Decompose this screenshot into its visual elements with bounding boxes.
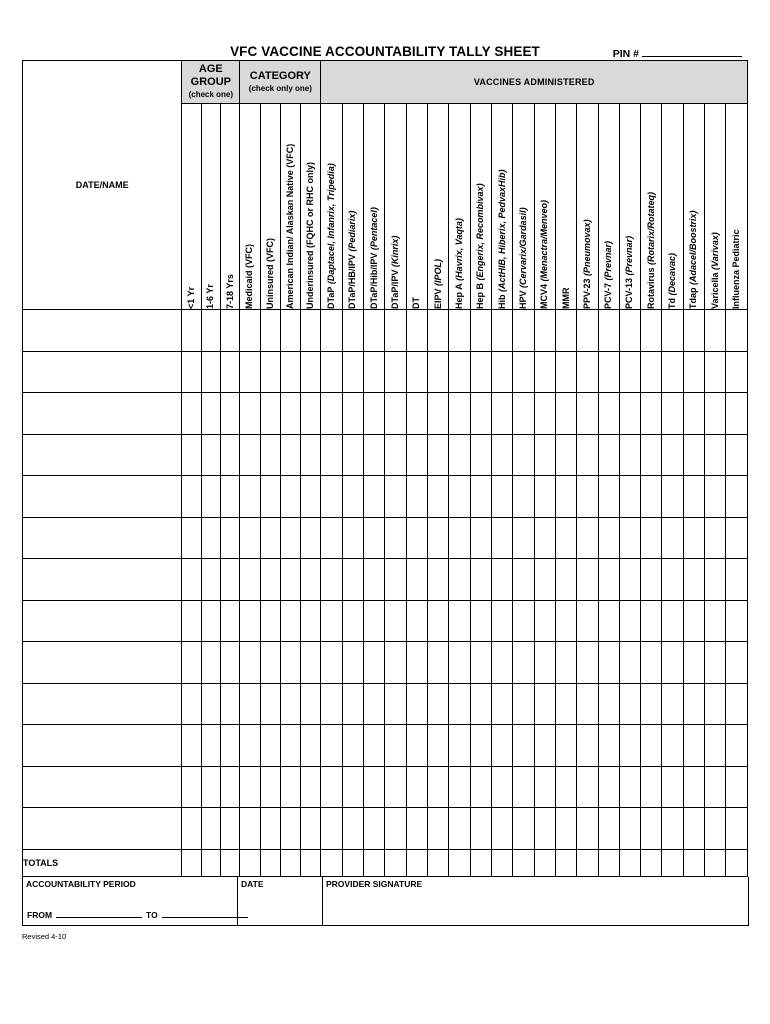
pin-label: PIN # — [612, 48, 639, 60]
col-vaccine-ppv-23: PPV-23 (Pneumovax) — [577, 104, 598, 310]
age-group-title: AGE GROUP — [190, 63, 231, 88]
col-vaccine-dtap-ipv: DTaP/IPV (Kinrix) — [385, 104, 406, 310]
provider-signature-label: PROVIDER SIGNATURE — [326, 878, 423, 889]
provider-signature-field[interactable] — [323, 877, 749, 926]
col-vaccine-mcv4: MCV4 (Menactra/Menveo) — [534, 104, 555, 310]
from-input-line[interactable] — [56, 908, 142, 918]
from-label: FROM — [27, 909, 53, 920]
col-vaccine-hib: Hib (ActHIB, Hiberix, PedvaxHib) — [491, 104, 512, 310]
col-vaccine-pcv-7: PCV-7 (Prevnar) — [598, 104, 619, 310]
cell-date-name[interactable] — [23, 351, 182, 393]
header-vaccines-administered: VACCINES ADMINISTERED — [321, 61, 748, 104]
page-title: VFC VACCINE ACCOUNTABILITY TALLY SHEET — [230, 44, 540, 59]
table-row[interactable] — [23, 559, 748, 601]
col-vaccine-hpv: HPV (Cervarix/Gardasil) — [513, 104, 534, 310]
category-subtitle: (check only one) — [248, 83, 312, 93]
table-row[interactable] — [23, 600, 748, 642]
accountability-period-label: ACCOUNTABILITY PERIOD — [26, 878, 136, 889]
table-row[interactable] — [23, 351, 748, 393]
table-row[interactable] — [23, 766, 748, 808]
col-vaccine-hep-b: Hep B (Engerix, Recombivax) — [470, 104, 491, 310]
col-vaccine-eipv: EIPV (IPOL) — [428, 104, 449, 310]
table-row[interactable] — [23, 393, 748, 435]
table-header-band — [23, 61, 748, 104]
table-row[interactable] — [23, 476, 748, 518]
pin-field[interactable] — [613, 46, 742, 60]
category-title: CATEGORY — [249, 69, 311, 82]
tally-table — [22, 60, 748, 877]
col-vaccine-hep-a: Hep A (Havrix, Vaqta) — [449, 104, 470, 310]
table-row[interactable] — [23, 683, 748, 725]
col-cat-american-indian: American Indian/ Alaskan Native (VFC) — [280, 104, 300, 310]
col-age-1-6: 1-6 Yr — [201, 104, 220, 310]
table-row[interactable] — [23, 725, 748, 767]
pin-input-line[interactable] — [642, 46, 742, 57]
col-vaccine-dtap-hib-ipv: DTaP/Hib/IPV (Pentacel) — [364, 104, 385, 310]
col-age-7-18: 7-18 Yrs — [220, 104, 239, 310]
from-to-line[interactable] — [27, 908, 248, 920]
cell-date-name[interactable] — [23, 766, 182, 808]
col-vaccine-dtap: DTaP (Daptacel, Infanrix, Tripedia) — [321, 104, 342, 310]
table-row[interactable] — [23, 642, 748, 684]
table-row[interactable] — [23, 517, 748, 559]
age-group-subtitle: (check one) — [188, 90, 234, 99]
col-cat-underinsured: Underinsured (FQHC or RHC only) — [301, 104, 321, 310]
col-vaccine-dtap-hb-ipv: DTaP/HB/IPV (Pediarix) — [342, 104, 363, 310]
col-vaccine-influenza-pediatric: Influenza Pediatric — [726, 104, 748, 310]
table-row[interactable] — [23, 434, 748, 476]
col-age-under-1: <1 Yr — [182, 104, 201, 310]
cell-date-name[interactable] — [23, 476, 182, 518]
date-label: DATE — [241, 878, 264, 889]
cell-date-name[interactable] — [23, 808, 182, 850]
header-age-group — [182, 61, 240, 104]
cell-date-name[interactable] — [23, 683, 182, 725]
col-vaccine-pcv-13: PCV-13 (Prevnar) — [619, 104, 640, 310]
to-input-line[interactable] — [162, 908, 248, 918]
accountability-period-field[interactable] — [23, 877, 238, 926]
date-field[interactable] — [238, 877, 323, 926]
cell-date-name[interactable] — [23, 517, 182, 559]
document-header — [0, 0, 770, 60]
table-row[interactable] — [23, 310, 748, 352]
col-cat-uninsured: Uninsured (VFC) — [260, 104, 280, 310]
cell-date-name[interactable] — [23, 559, 182, 601]
col-vaccine-td: Td (Decavac) — [662, 104, 683, 310]
header-category — [240, 61, 321, 104]
cell-date-name[interactable] — [23, 642, 182, 684]
revised-note: Revised 4-10 — [22, 931, 67, 941]
col-vaccine-rotavirus: Rotavirus (Rotarix/Rotateq) — [641, 104, 662, 310]
cell-date-name[interactable] — [23, 310, 182, 352]
totals-row[interactable] — [23, 849, 748, 876]
col-vaccine-mmr: MMR — [555, 104, 576, 310]
col-cat-medicaid: Medicaid (VFC) — [240, 104, 260, 310]
col-vaccine-dt: DT — [406, 104, 427, 310]
cell-date-name[interactable] — [23, 725, 182, 767]
footer-row — [23, 877, 749, 926]
col-vaccine-varicella: Varicella (Varivax) — [705, 104, 726, 310]
to-label: TO — [146, 909, 158, 920]
footer-table — [22, 877, 749, 926]
cell-date-name[interactable] — [23, 434, 182, 476]
col-vaccine-tdap: Tdap (Adacel/Boostrix) — [683, 104, 704, 310]
cell-date-name[interactable] — [23, 393, 182, 435]
header-date-name: DATE/NAME — [23, 61, 182, 310]
table-row[interactable] — [23, 808, 748, 850]
totals-label: TOTALS — [23, 849, 182, 876]
cell-date-name[interactable] — [23, 600, 182, 642]
